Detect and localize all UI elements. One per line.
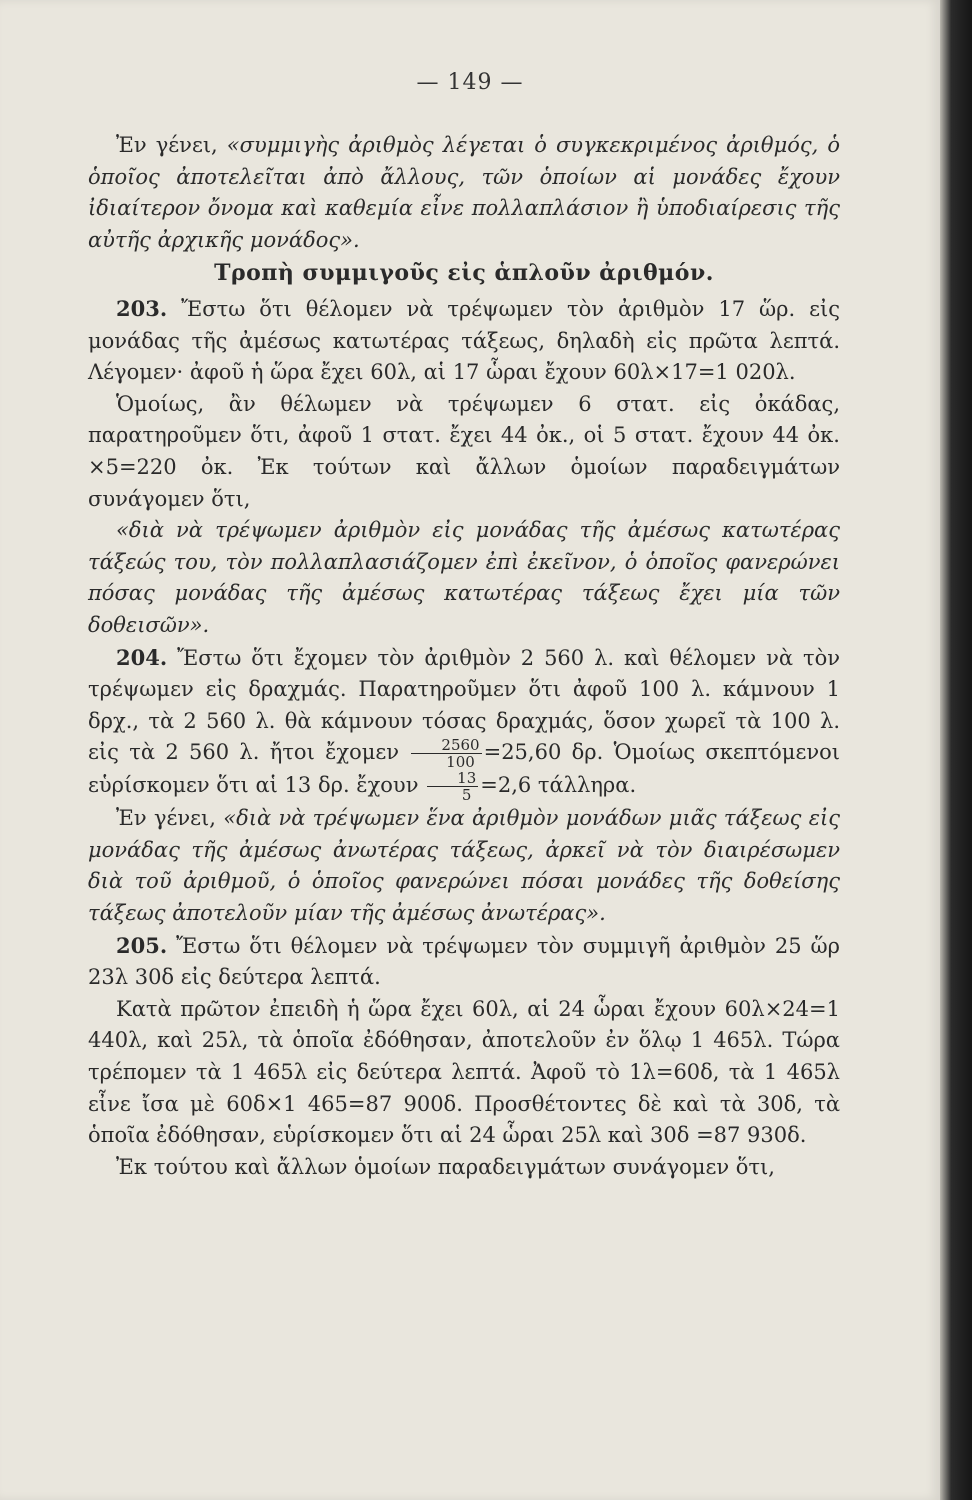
paragraph-204-text-b: =25,60 δρ. Ὁμοίως σκεπτόμενοι εὑρίσκομεν ὅτι αἱ 13 δρ. ἔχουν xyxy=(88,740,840,798)
lead-text: Ἐν γένει, xyxy=(116,806,224,831)
paragraph-general-rule-2 xyxy=(88,803,840,929)
paragraph-205-solution: Κατὰ πρῶτον ἐπειδὴ ἡ ὥρα ἔχει 60λ, αἱ 24 ὧραι ἔχουν 60λ×24=1 440λ, καὶ 25λ, τὰ ὁποῖα ἐδόθησαν, ἀποτελοῦν ἐν ὅλῳ 1 465λ. Τώρα τρέπομεν τὰ 1 465λ εἰς δεύτερα λεπτά. Ἀφοῦ τὸ 1λ=60δ, τὰ 1 465λ εἶνε ἴσα μὲ 60δ×1 465=87 900δ. Προσθέτοντες δὲ καὶ τὰ 30δ, τὰ ὁποῖα ἐδόθησαν, εὑρίσκομεν ὅτι αἱ 24 ὧραι 25λ καὶ 30δ =87 930δ. xyxy=(88,996,840,1148)
paragraph-204 xyxy=(88,642,840,804)
fraction-2560-100 xyxy=(411,737,481,770)
paragraph-204-text-a: Ἔστω ὅτι ἔχομεν τὸν ἀριθμὸν 2 560 λ. καὶ θέλομεν νὰ τὸν τρέψωμεν εἰς δραχμάς. Παρατηροῦμεν ὅτι ἀφοῦ 100 λ. κάμνουν 1 δρχ., τὰ 2 560 λ. θὰ κάμνουν τόσας δραχμάς, ὅσον χωρεῖ τὰ 100 λ. εἰς τὰ 2 560 λ. ἤτοι ἔχομεν xyxy=(88,645,840,765)
rule-higher-order: «διὰ νὰ τρέψωμεν ἕνα ἀριθμὸν μονάδων μιᾶς τάξεως εἰς μονάδας τῆς ἀμέσως ἀνωτέρας τάξεως, ἀρκεῖ νὰ τὸν διαιρέσωμεν διὰ τοῦ ἀριθμοῦ, ὁ ὁποῖος φανερώνει πόσαι μονάδες τῆς δοθείσης τάξεως ἀποτελοῦν μίαν τῆς ἀμέσως ἀνωτέρας». xyxy=(88,806,840,926)
book-spine-edge xyxy=(940,0,972,1500)
paragraph-205-conclusion: Ἐκ τούτου καὶ ἄλλων ὁμοίων παραδειγμάτων συνάγομεν ὅτι, xyxy=(116,1154,775,1179)
page-body xyxy=(88,130,840,1183)
definition-italic: «συμμιγὴς ἀριθμὸς λέγεται ὁ συγκεκριμένος ἀριθμός, ὁ ὁποῖος ἀποτελεῖται ἀπὸ ἄλλους, τῶν ὁποίων αἱ μονάδες ἔχουν ἰδιαίτερον ὄνομα καὶ καθεμία εἶνε πολλαπλάσιον ἢ ὑποδιαίρεσις τῆς αὐτῆς ἀρχικῆς μονάδος». xyxy=(88,133,840,252)
section-number-203: 203. xyxy=(116,295,168,321)
section-number-204: 204. xyxy=(116,644,168,670)
paragraph-203-text: Ἔστω ὅτι θέλομεν νὰ τρέψωμεν τὸν ἀριθμὸν 17 ὥρ. εἰς μονάδας τῆς ἀμέσως κατωτέρας τάξεως, δηλαδὴ εἰς πρῶτα λεπτά. Λέγομεν· ἀφοῦ ἡ ὥρα ἔχει 60λ, αἱ 17 ὧραι ἔχουν 60λ×17=1 020λ. xyxy=(88,296,840,385)
section-heading: Τροπὴ συμμιγοῦς εἰς ἁπλοῦν ἀριθμόν. xyxy=(214,260,714,287)
paragraph-205-text: Ἔστω ὅτι θέλομεν νὰ τρέψωμεν τὸν συμμιγῆ ἀριθμὸν 25 ὥρ 23λ 30δ εἰς δεύτερα λεπτά. xyxy=(88,933,840,990)
fraction-denominator: 100 xyxy=(446,753,475,772)
fraction-numerator: 13 xyxy=(427,770,478,787)
fraction-denominator: 5 xyxy=(461,786,472,805)
fraction-numerator: 2560 xyxy=(411,737,481,754)
section-number-205: 205. xyxy=(116,932,168,958)
paragraph-203-example: Ὁμοίως, ἂν θέλωμεν νὰ τρέψωμεν 6 στατ. εἰς ὀκάδας, παρατηροῦμεν ὅτι, ἀφοῦ 1 στατ. ἔχει 44 ὀκ., οἱ 5 στατ. ἔχουν 44 ὀκ. ×5=220 ὀκ. Ἐκ τούτων καὶ ἄλλων ὁμοίων παραδειγμάτων συνάγομεν ὅτι, xyxy=(88,391,840,511)
paragraph-204-text-c: =2,6 τάλληρα. xyxy=(480,773,637,798)
paragraph-general-definition xyxy=(88,130,840,256)
paragraph-203 xyxy=(88,293,840,389)
rule-lower-order: «διὰ νὰ τρέψωμεν ἀριθμὸν εἰς μονάδας τῆς ἀμέσως κατωτέρας τάξεώς του, τὸν πολλαπλασιάζομεν ἐπὶ ἐκεῖνον, ὁ ὁποῖος φανερώνει πόσας μονάδας τῆς ἀμέσως κατωτέρας τάξεως ἔχει μία τῶν δοθεισῶν». xyxy=(88,518,840,637)
paragraph-205 xyxy=(88,930,840,994)
page-number: — 149 — xyxy=(416,70,524,95)
fraction-13-5 xyxy=(427,770,478,803)
lead-text: Ἐν γένει, xyxy=(116,133,227,157)
